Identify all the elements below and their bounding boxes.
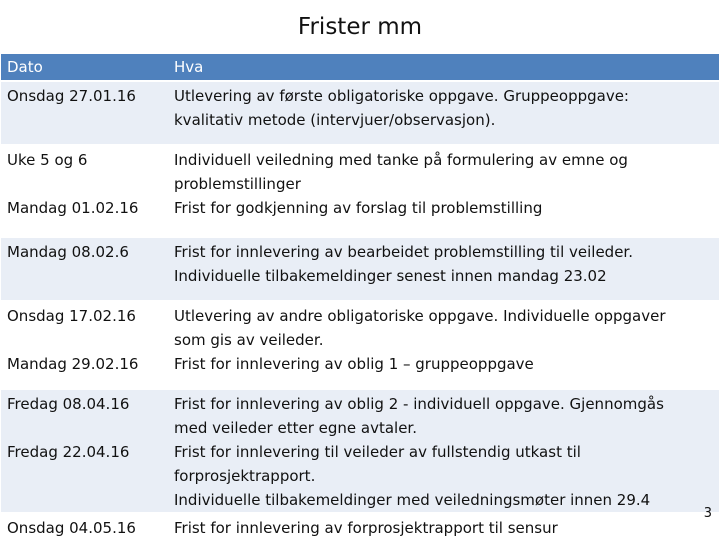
description-line: problemstillinger xyxy=(174,175,301,193)
page-number: 3 xyxy=(703,506,712,521)
column-header-date: Dato xyxy=(1,54,168,81)
description-cell xyxy=(168,237,719,301)
description-line: Utlevering av første obligatoriske oppgave. Gruppeoppgave: xyxy=(174,87,629,105)
table-row xyxy=(1,301,719,389)
date-text: Uke 5 og 6 xyxy=(7,151,88,169)
description-line: Frist for godkjenning av forslag til problemstilling xyxy=(174,199,543,217)
table-row xyxy=(1,389,719,513)
description-line: Utlevering av andre obligatoriske oppgave. Individuelle oppgaver xyxy=(174,307,666,325)
description-line: med veileder etter egne avtaler. xyxy=(174,419,417,437)
date-spacer xyxy=(7,416,168,440)
table-row xyxy=(1,81,719,145)
date-spacer xyxy=(7,172,168,196)
date-text: Onsdag 04.05.16 xyxy=(7,519,136,537)
date-text: Fredag 08.04.16 xyxy=(7,395,130,413)
date-text: Mandag 08.02.6 xyxy=(7,243,129,261)
description-line: Frist for innlevering av oblig 2 - individuell oppgave. Gjennomgås xyxy=(174,395,664,413)
date-spacer xyxy=(7,328,168,352)
description-line: kvalitativ metode (intervjuer/observasjon). xyxy=(174,111,496,129)
description-cell xyxy=(168,301,719,389)
description-line: Individuelle tilbakemeldinger senest innen mandag 23.02 xyxy=(174,267,607,285)
description-line: Frist for innlevering til veileder av fullstendig utkast til xyxy=(174,443,581,461)
date-cell xyxy=(1,237,168,301)
table-header-row xyxy=(1,54,719,81)
description-line: Individuelle tilbakemeldinger med veiledningsmøter innen 29.4 xyxy=(174,491,651,509)
date-cell xyxy=(1,81,168,145)
description-line: Frist for innlevering av oblig 1 – gruppeoppgave xyxy=(174,355,534,373)
description-cell xyxy=(168,145,719,237)
description-line: Individuell veiledning med tanke på formulering av emne og xyxy=(174,151,628,169)
deadlines-table xyxy=(1,54,719,546)
table-row xyxy=(1,513,719,546)
column-header-what: Hva xyxy=(168,54,719,81)
date-text: Onsdag 27.01.16 xyxy=(7,87,136,105)
date-text: Onsdag 17.02.16 xyxy=(7,307,136,325)
date-cell xyxy=(1,145,168,237)
description-cell xyxy=(168,513,719,546)
date-text: Fredag 22.04.16 xyxy=(7,443,130,461)
date-cell xyxy=(1,389,168,513)
date-cell xyxy=(1,513,168,546)
date-text: Mandag 29.02.16 xyxy=(7,355,139,373)
page-title: Frister mm xyxy=(297,14,423,40)
table-row xyxy=(1,237,719,301)
description-line: Frist for innlevering av forprosjektrapport til sensur xyxy=(174,519,558,537)
table-row xyxy=(1,145,719,237)
date-cell xyxy=(1,301,168,389)
description-line: forprosjektrapport. xyxy=(174,467,316,485)
description-line: som gis av veileder. xyxy=(174,331,324,349)
description-cell xyxy=(168,81,719,145)
description-cell xyxy=(168,389,719,513)
date-text: Mandag 01.02.16 xyxy=(7,199,139,217)
description-line: Frist for innlevering av bearbeidet problemstilling til veileder. xyxy=(174,243,633,261)
